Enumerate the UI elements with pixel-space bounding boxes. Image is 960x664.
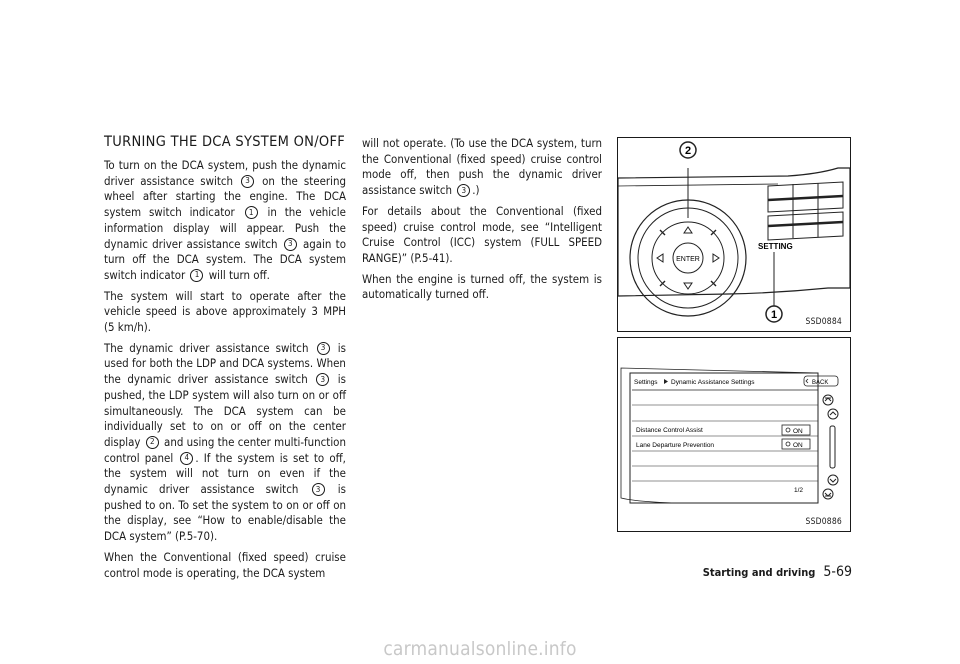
callout-marker: 1: [190, 269, 203, 282]
page-footer: [703, 564, 852, 580]
callout-marker: 3: [457, 184, 470, 197]
callout-marker: 3: [312, 483, 325, 496]
breadcrumb-page: Dynamic Assistance Settings: [671, 379, 755, 386]
figure-settings-screen: [617, 337, 851, 532]
callout-marker: 3: [241, 175, 254, 188]
callout-marker: 3: [284, 238, 297, 251]
page-number: 5-69: [823, 564, 852, 580]
row-value: ON: [793, 442, 803, 449]
enter-label: ENTER: [676, 256, 700, 263]
footer-section: Starting and driving: [702, 566, 816, 579]
page-indicator: 1/2: [794, 487, 804, 494]
callout-marker: 2: [146, 436, 159, 449]
figure-code: SSD0884: [805, 317, 842, 327]
section-heading: TURNING THE DCA SYSTEM ON/OFF: [104, 134, 346, 150]
paragraph: The system will start to operate after the vehicle speed is above approximately 3 MPH (5 km/h).: [104, 288, 347, 335]
watermark: carmanualsonline.info: [383, 638, 577, 660]
callout-number: 2: [684, 145, 692, 157]
paragraph: When the engine is turned of, the system is automatically turned of.: [362, 271, 602, 302]
callout-marker: 3: [317, 342, 330, 355]
back-label: BACK: [812, 380, 829, 386]
control-panel-illustration: [618, 138, 850, 331]
row-label: Lane Departure Prevention: [636, 442, 715, 449]
paragraph: will not operate. (To use the DCA system, turn the Conventional (fxed speed) cruise control mode of, then push the dynamic driver assistance switch 3 .): [362, 136, 603, 198]
figure-control-panel: [617, 137, 851, 332]
callout-number: 1: [770, 309, 778, 321]
paragraph: To turn on the DCA system, push the dynamic driver assistance switch 3 on the steering wheel after starting the engine. The DCA system switch indicator 1 in the vehicle information display will appear. Push the dynamic driver assistance switch 3 again to turn of the DCA system. The DCA system switch indicator 1 will turn of.: [104, 158, 347, 282]
setting-label: SETTING: [758, 242, 793, 251]
settings-screen-illustration: [618, 338, 850, 531]
callout-marker: 1: [245, 206, 258, 219]
text-column-left: [104, 158, 346, 586]
text-column-middle: [362, 136, 602, 308]
figure-code: SSD0886: [805, 517, 842, 527]
paragraph: For details about the Conventional (fxed speed) cruise control mode, see “Intelligent Cruise Control (ICC) system (FULL SPEED RANGE)” (P.5-41).: [362, 203, 603, 265]
breadcrumb-root: Settings: [634, 379, 658, 386]
paragraph: When the Conventional (fxed speed) cruise control mode is operating, the DCA system: [104, 549, 346, 580]
paragraph: The dynamic driver assistance switch 3 is used for both the LDP and DCA systems. When the dynamic driver assistance switch 3 is pushed, the LDP system will also turn on or of simultaneously. The DCA system can be individually set to on or of on the center display 2 and using the center multi-function control panel 4 . If the system is set to of, the system will not turn on even if the dynamic driver assistance switch 3 is pushed to on. To set the system to on or of on the display, see “How to enable/disable the DCA system” (P.5-70).: [104, 340, 347, 544]
callout-marker: 3: [316, 373, 329, 386]
row-label: Distance Control Assist: [636, 427, 703, 434]
callout-marker: 4: [180, 452, 193, 465]
back-icon: [806, 379, 808, 383]
row-value: ON: [793, 428, 803, 435]
